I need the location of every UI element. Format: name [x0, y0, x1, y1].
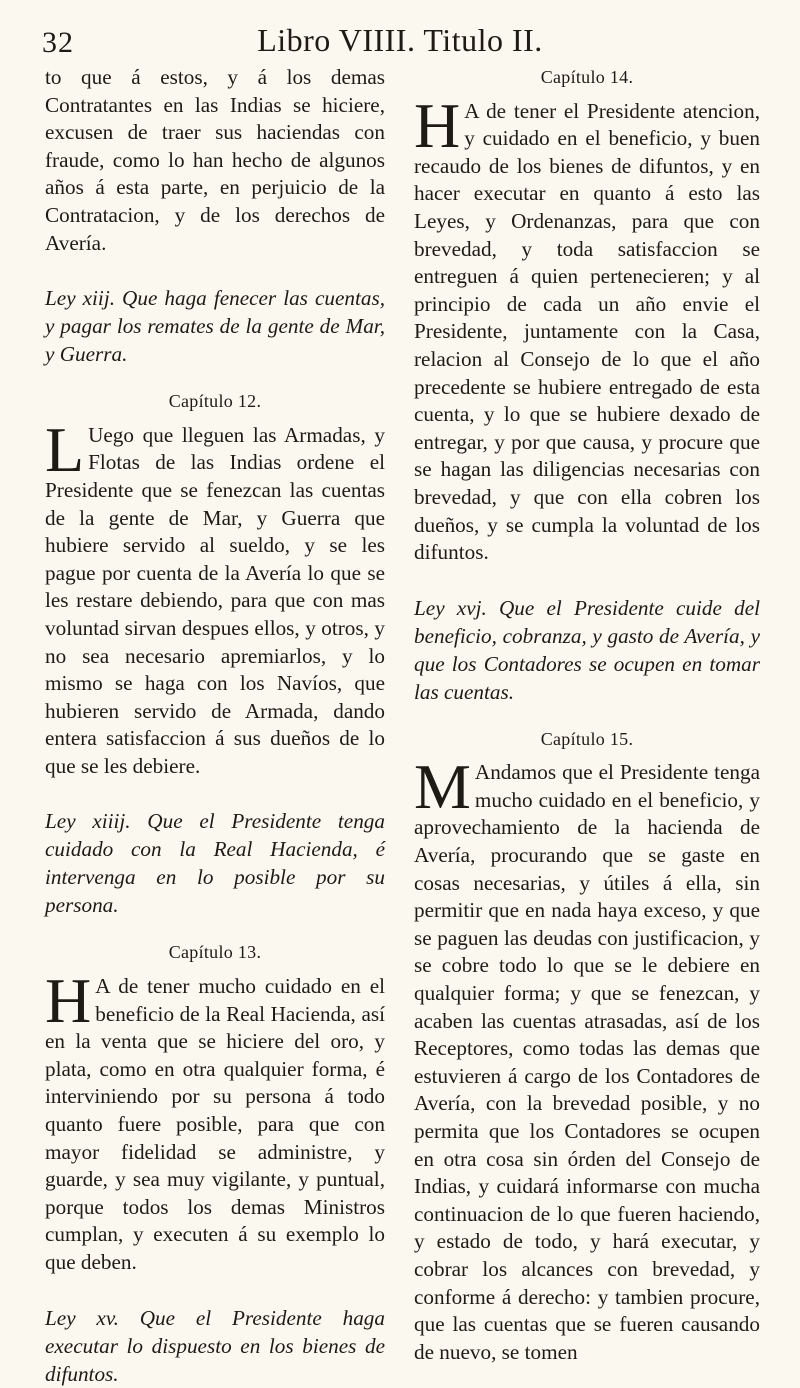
law-13-text: Uego que lleguen las Armadas, y Flotas de las Indias ordene el Presidente que se fenezcan las cuentas de la gente de Mar, y Guerra que hubiere servido al sueldo, y se les pague por cuenta de la Avería lo que se les restare debiendo, para que con mas voluntad sirvan despues ellos, y otros, y no sea necesario apremiarlos, y lo mismo se haga con los Navíos, que hubieren servido de Armada, dando entera satisfaccion á sus dueños de lo que se les debiere.: [45, 422, 385, 778]
law-16-text: Andamos que el Presidente tenga mucho cuidado en el beneficio, y aprovechamiento de la hacienda de Avería, procurando que se gaste en cosas necesarias, y útiles á ella, sin permitir que en nada haya exceso, y que se paguen las deudas con justificacion, y se cobre todo lo que se le debiere en qualquier forma; y que se fenezcan, y acaben las cuentas atrasadas, así de los Receptores, como todas las demas que estuvieren á cargo de los Contadores de Avería, con la brevedad posible, y no permita que los Contadores se ocupen en otra cosa sin órden del Consejo de Indias, y cuidará informarse con mucha continuacion de lo que fueren haciendo, y estado de todo, y hará executar, y cobrar los alcances con brevedad, y conforme á derecho: y tambien procure, que las cuentas que se fueren causando de nuevo, se tomen: [414, 760, 760, 1364]
law-15-title: Ley xv. Que el Presidente haga executar lo dispuesto en los bienes de difuntos.: [45, 1305, 385, 1386]
page-header: [0, 22, 800, 62]
chapter-13-heading: Capítulo 13.: [168, 942, 262, 963]
dropcap-h: H: [45, 973, 92, 1037]
continuation-paragraph: to que á estos, y á los demas Contratantes en las Indias se hiciere, excusen de traer sus haciendas con fraude, como lo han hecho de algunos años á esta parte, en perjuicio de la Contratacion, y de los derechos de Avería.: [45, 65, 385, 255]
law-16-body: [414, 759, 760, 1366]
running-head: Libro VIIII. Titulo II.: [257, 22, 543, 58]
law-15-text: A de tener el Presidente atencion, y cuidado en el beneficio, y buen recaudo de los bienes de difuntos, y en hacer executar en quanto á esto las Leyes, y Ordenanzas, para que con brevedad, y toda satisfaccion se entreguen á quien pertenecieren; y al principio de cada un año envie el Presidente, juntamente con la Casa, relacion al Consejo de lo que el año precedente se hubiere entregado de esta cuenta, y lo que se hubiere dexado de entregar, y por que causa, y procure que se hagan las diligencias necesarias con brevedad, y que con ella cobren los dueños, y se cumpla la voluntad de los difuntos.: [414, 98, 760, 565]
law-13-body: [45, 422, 385, 781]
right-column: [414, 64, 760, 1366]
law-14-title: Ley xiiij. Que el Presidente tenga cuidado con la Real Hacienda, é intervenga en lo posible por su persona.: [45, 809, 385, 918]
law-16-title: Ley xvj. Que el Presidente cuide del beneficio, cobranza, y gasto de Avería, y que los Contadores se ocupen en tomar las cuentas.: [414, 595, 760, 704]
law-14-text: A de tener mucho cuidado en el beneficio de la Real Hacienda, así en la venta que se hiciere del oro, y plata, como en otra qualquier forma, é interviniendo por su persona á todo quanto fuere posible, para que con mayor fidelidad se administre, y guarde, y sea muy vigilante, y puntual, porque todos los demas Ministros cumplan, y executen á su exemplo lo que deben.: [45, 974, 385, 1274]
page-number: 32: [42, 26, 74, 59]
law-15-body: [414, 98, 760, 567]
law-13-title: Ley xiij. Que haga fenecer las cuentas, y pagar los remates de la gente de Mar, y Guerra.: [45, 286, 385, 367]
left-column: [45, 64, 385, 1388]
dropcap-h-2: H: [414, 97, 461, 161]
dropcap-l: L: [45, 421, 85, 485]
chapter-12-heading: Capítulo 12.: [168, 391, 262, 412]
chapter-14-heading: Capítulo 14.: [540, 67, 634, 87]
chapter-15-heading: Capítulo 15.: [540, 728, 634, 749]
law-14-body: [45, 973, 385, 1277]
dropcap-m: M: [414, 759, 471, 823]
